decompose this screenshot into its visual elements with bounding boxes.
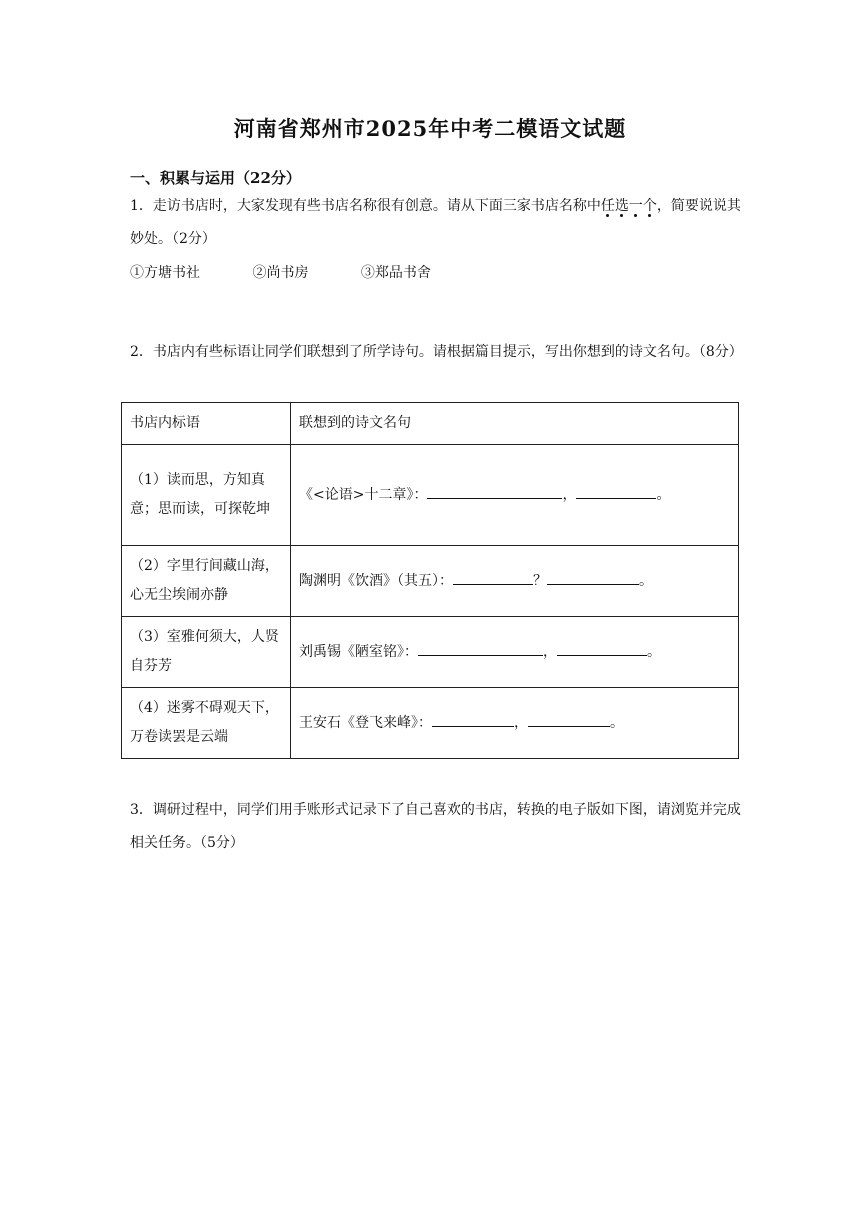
punctuation: 。 (639, 572, 653, 589)
emphasis-char: 任 (600, 198, 615, 214)
punctuation: ？ (533, 572, 547, 589)
answer-blank[interactable] (528, 710, 610, 727)
poem-source: 王安石《登飞来峰》： (299, 714, 432, 731)
answer-cell (291, 445, 739, 546)
punctuation: ， (562, 486, 577, 503)
punctuation: 。 (656, 486, 671, 503)
table-row (122, 688, 739, 759)
answer-blank[interactable] (427, 482, 562, 499)
option-item: ①方塘书社 (130, 265, 200, 281)
answer-blank[interactable] (547, 568, 639, 585)
answer-cell (291, 688, 739, 759)
table-header: 书店内标语 (122, 403, 291, 445)
answer-cell (291, 617, 739, 688)
answer-blank[interactable] (453, 568, 533, 585)
punctuation: 。 (610, 714, 624, 731)
page-title: 河南省郑州市2025年中考二模语文试题 (233, 116, 627, 141)
poem-table (121, 402, 739, 759)
options-list (130, 262, 479, 282)
answer-cell (291, 546, 739, 617)
poem-source: 刘禹锡《陋室铭》： (299, 643, 418, 660)
question-1-text-end: ，简要说说其妙处。（2分） (130, 198, 741, 247)
question-3: 3．调研过程中，同学们用手账形式记录下了自己喜欢的书店，转换的电子版如下图，请浏览并完成相关任务。（5分） (130, 802, 741, 851)
punctuation: 。 (647, 643, 661, 660)
section-heading: 一、积累与运用（22分） (130, 169, 301, 187)
answer-blank[interactable] (418, 639, 543, 656)
slogan-cell: （2）字里行间藏山海，心无尘埃闹亦静 (122, 546, 291, 617)
emphasis-char: 一 (628, 198, 643, 214)
slogan-cell: （1）读而思，方知真意；思而读，可探乾坤 (122, 445, 291, 546)
answer-blank[interactable] (432, 710, 514, 727)
poem-source: 陶渊明《饮酒》（其五）： (299, 572, 453, 589)
answer-blank[interactable] (557, 639, 647, 656)
option-item: ②尚书房 (252, 265, 309, 281)
answer-blank[interactable] (576, 482, 656, 499)
table-row (122, 546, 739, 617)
emphasis-char: 选 (614, 198, 629, 214)
table-header-row (122, 403, 739, 445)
question-1-text: 1．走访书店时，大家发现有些书店名称很有创意。请从下面三家书店名称中 (130, 198, 601, 214)
punctuation: ， (543, 643, 557, 660)
table-row (122, 445, 739, 546)
poem-source: 《<论语>十二章》： (299, 486, 428, 503)
question-2: 2．书店内有些标语让同学们联想到了所学诗句。请根据篇目提示，写出你想到的诗文名句。（8分） (130, 344, 743, 360)
option-item: ③郑品书舍 (360, 265, 431, 281)
slogan-cell: （4）迷雾不碍观天下，万卷读罢是云端 (122, 688, 291, 759)
punctuation: ， (514, 714, 528, 731)
emphasis-char: 个 (642, 198, 657, 214)
emphasis-dotted-text (601, 198, 657, 214)
table-header: 联想到的诗文名句 (291, 403, 739, 445)
question-1 (130, 190, 750, 256)
table-row (122, 617, 739, 688)
slogan-cell: （3）室雅何须大，人贤自芬芳 (122, 617, 291, 688)
